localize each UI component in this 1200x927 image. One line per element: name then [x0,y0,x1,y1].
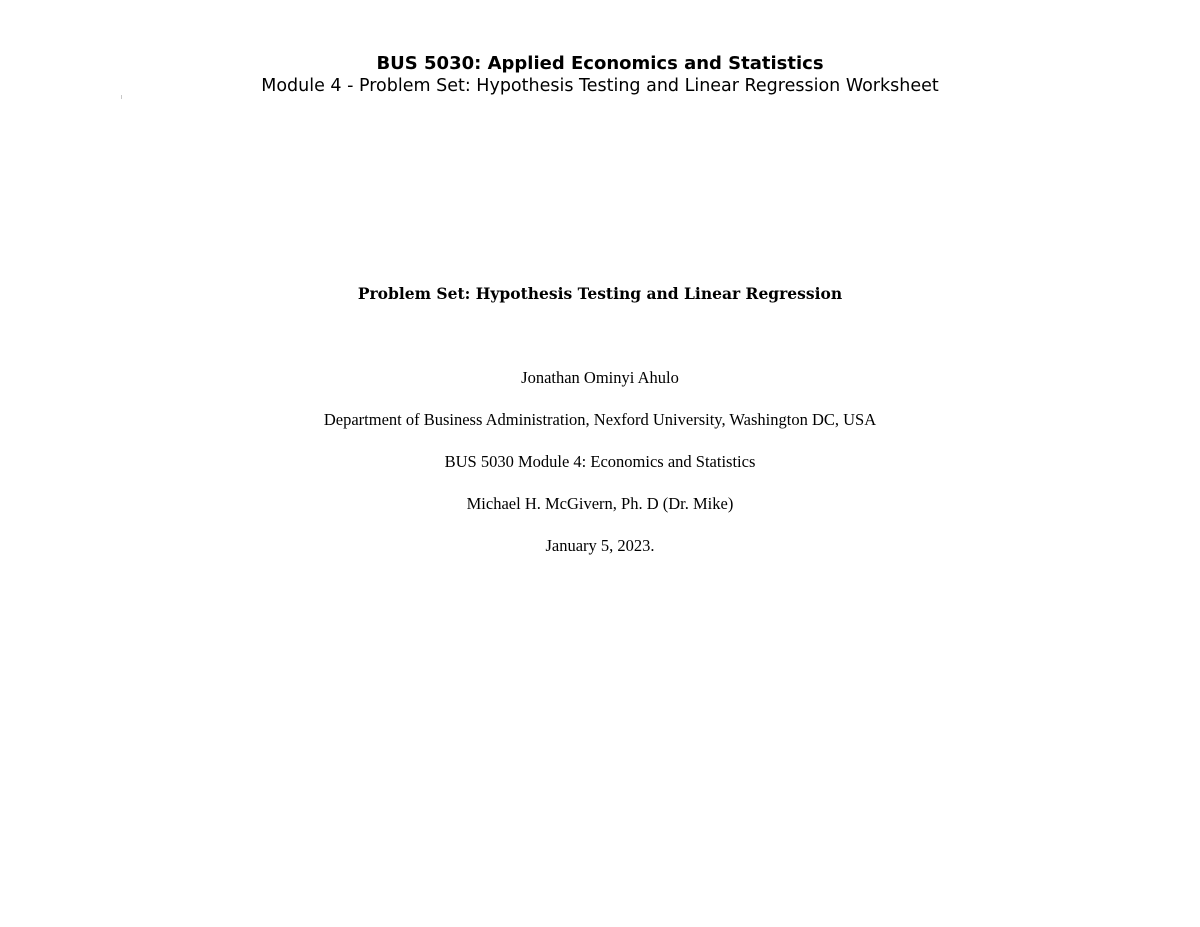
course-line: BUS 5030 Module 4: Economics and Statistics [444,452,756,471]
course-title: BUS 5030: Applied Economics and Statistics [376,53,824,74]
margin-tick-mark [121,95,122,99]
author-name: Jonathan Ominyi Ahulo [521,368,679,387]
submission-date: January 5, 2023. [545,536,655,555]
author-info-block [0,367,1200,577]
title-block [0,283,1200,305]
affiliation: Department of Business Administration, Nexford University, Washington DC, USA [323,410,877,429]
document-header [0,53,1200,97]
course-subtitle: Module 4 - Problem Set: Hypothesis Testing and Linear Regression Worksheet [261,76,939,96]
paper-title: Problem Set: Hypothesis Testing and Linear Regression [357,284,843,303]
instructor-name: Michael H. McGivern, Ph. D (Dr. Mike) [466,494,734,513]
